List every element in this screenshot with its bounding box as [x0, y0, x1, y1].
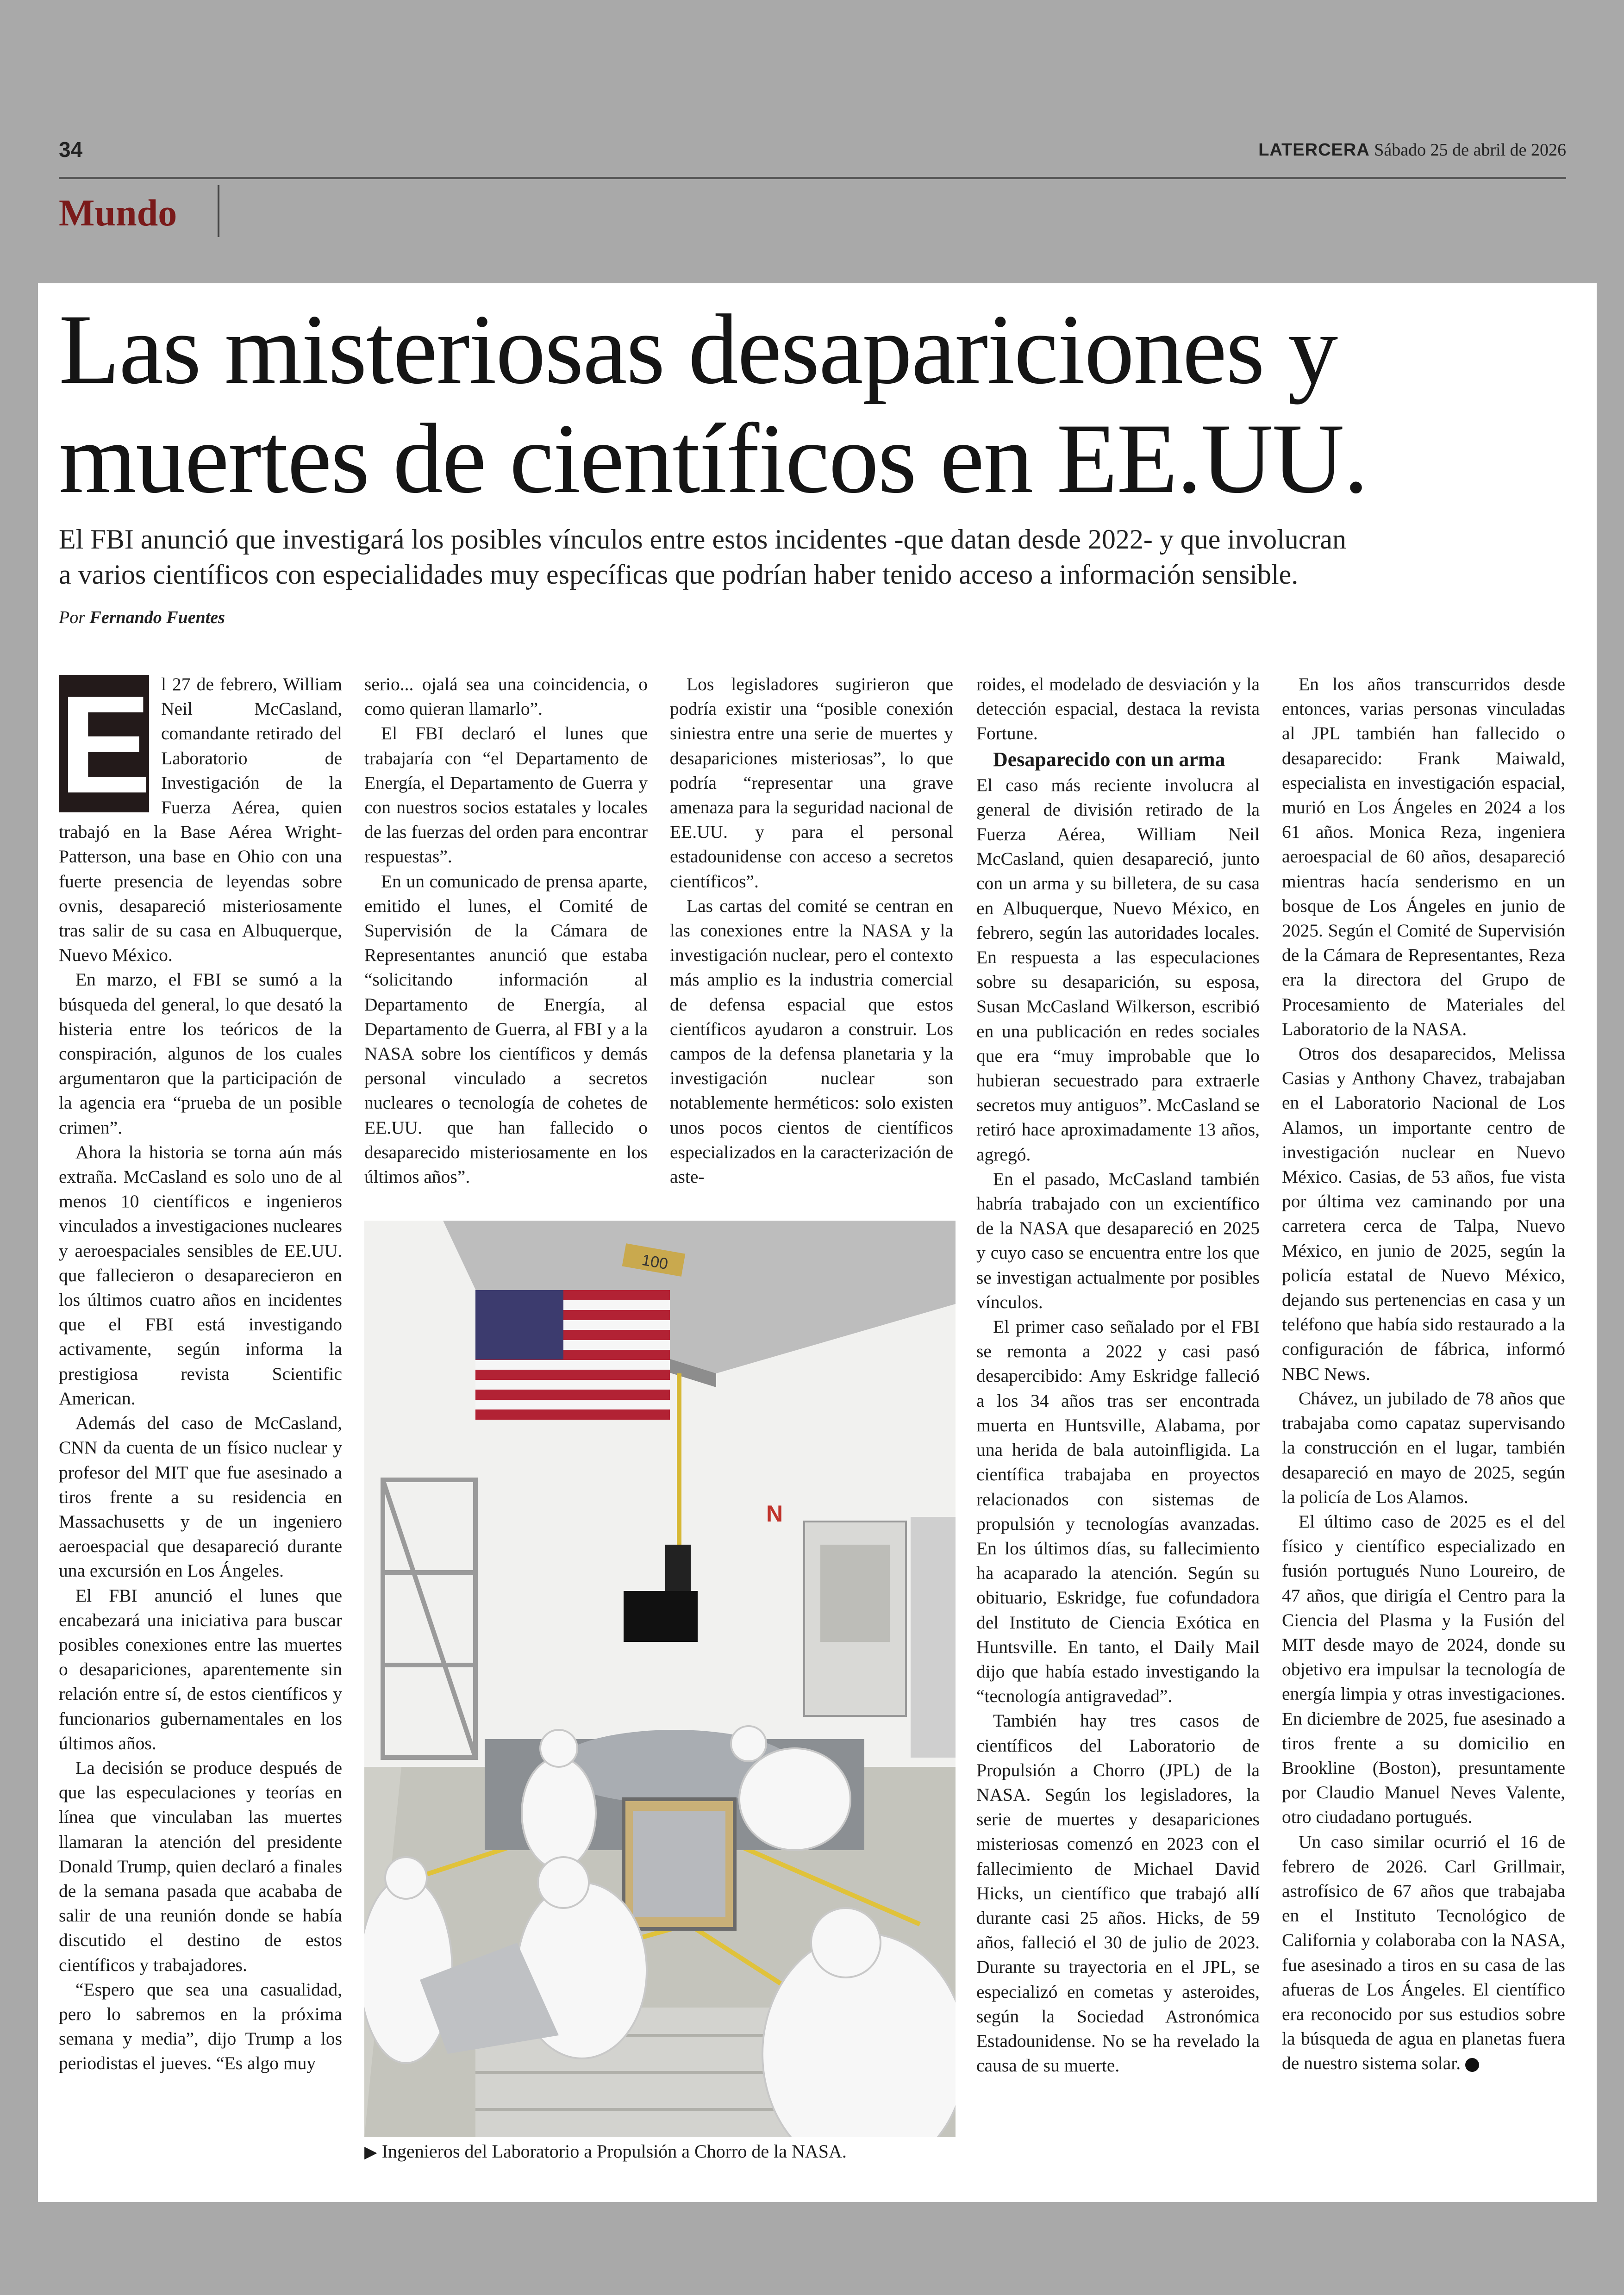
page-number: 34 — [59, 137, 83, 162]
paragraph: Los legisladores sugirieron que podría existir una “posible conexión siniestra entre una serie de muertes y desapariciones misteriosas”, lo que podría “representar una grave amenaza para la seguridad nacional de EE.UU. y para el personal estadounidense con acceso a secretos científicos”. — [670, 674, 953, 892]
paragraph: roides, el modelado de desviación y la detección espacial, destaca la revista Fortune. — [976, 674, 1260, 744]
photo-crane-label: 100 — [640, 1251, 669, 1273]
dateline — [1258, 140, 1566, 160]
paragraph: El FBI declaró el lunes que trabajaría con “el Departamento de Energía, el Departamento de Guerra y con nuestros socios estatales y locales de las fuerzas del orden para encontrar respuestas”. — [364, 723, 648, 867]
paragraph: En marzo, el FBI se sumó a la búsqueda del general, lo que desató la histeria entre los teóricos de la conspiración, algunos de los cuales argumentaron que la participación de la agencia era “prueba de un posible crimen”. — [59, 969, 342, 1138]
paragraph: En un comunicado de prensa aparte, emitido el lunes, el Comité de Supervisión de la Cámara de Representantes anunció que estaba “solicitando información al Departamento de Energía, al Departamento de Guerra, al FBI y a la NASA sobre los científicos y demás personal vinculado a secretos nucleares o tecnología de cohetes de EE.UU. que han fallecido o desaparecido misteriosamente en los últimos años”. — [364, 871, 648, 1187]
paragraph: La decisión se produce después de que las especulaciones y teorías en línea que vinculaban las muertes llamaran la atención del presidente Donald Trump, quien declaró a finales de la semana pasada que acababa de salir de una reunión donde se había discutido el destino de estos científicos y trabajadores. — [59, 1757, 342, 1975]
us-flag — [475, 1290, 670, 1420]
article-photo — [364, 1221, 956, 2137]
paragraph: El último caso de 2025 es el del físico y científico especializado en fusión portugués Nuno Loureiro, de 47 años, que dirigía el Centro para la Ciencia del Plasma y la Fusión del MIT desde mayo de 2024, donde su objetivo era impulsar la tecnología de energía limpia y otras investigaciones. En diciembre de 2025, fue asesinado a tiros frente a su domicilio en Brookline (Boston), presuntamente por Claudio Manuel Neves Valente, otro ciudadano portugués. — [1282, 1511, 1565, 1827]
paragraph: Las cartas del comité se centran en las conexiones entre la NASA y la investigación nuclear, pero el contexto más amplio es la industria comercial de defensa espacial que estos científicos ayudaron a construir. Los campos de la defensa planetaria y la investigación nuclear son notablemente herméticos: solo existen unos pocos cientos de científicos especializados en la caracterización de aste- — [670, 895, 953, 1187]
paragraph: En el pasado, McCasland también habría trabajado con un excientífico de la NASA que desapareció en 2025 y cuyo caso se encuentra entre los que se investigan actualmente por posibles vínculos. — [976, 1168, 1260, 1312]
paragraph: Además del caso de McCasland, CNN da cuenta de un físico nuclear y profesor del MIT que fue asesinado a tiros frente a su residencia en Massachusetts y de un ingeniero aeroespacial que desapareció durante una excursión en Los Ángeles. — [59, 1413, 342, 1581]
paragraph: También hay tres casos de científicos del Laboratorio de Propulsión a Chorro (JPL) de la NASA. Según los legisladores, la serie de muertes y desapariciones misteriosas comenzó en 2023 con el fallecimiento de Michael David Hicks, un científico que trabajó allí durante casi 25 años. Hicks, de 59 años, falleció el 30 de julio de 2023. Durante su trayectoria en el JPL, se especializó en cometas y asteroides, según la Sociedad Astronómica Estadounidense. No se ha revelado la causa de su muerte. — [976, 1710, 1260, 2076]
article-column-4 — [976, 672, 1260, 2078]
article-column-1 — [59, 667, 342, 2076]
paragraph: “Espero que sea una casualidad, pero lo sabremos en la próxima semana y media”, dijo Trump a los periodistas el jueves. “Es algo muy — [59, 1979, 342, 2074]
publication-date: Sábado 25 de abril de 2026 — [1374, 140, 1566, 160]
paragraph: El caso más reciente involucra al general de división retirado de la Fuerza Aérea, William Neil McCasland, quien desapareció, junto con un arma y su billetera, de su casa en Albuquerque, Nuevo México, en febrero, según las autoridades locales. En respuesta a las especulaciones sobre su desaparición, su esposa, Susan McCasland Wilkerson, escribió en una publicación en redes sociales que era “muy improbable que lo hubieran secuestrado para extraerle secretos muy antiguos”. McCasland se retiró hace aproximadamente 13 años, agregó. — [976, 774, 1260, 1165]
byline — [59, 607, 225, 628]
deck-line-2: a varios científicos con especialidades muy específicas que podrían haber tenido acceso a información sensible. — [59, 559, 1299, 590]
byline-author: Fernando Fuentes — [89, 608, 225, 627]
deck-line-1: El FBI anunció que investigará los posibles vínculos entre estos incidentes -que datan desde 2022- y que involucran — [59, 524, 1347, 555]
headline — [59, 295, 1587, 513]
photo-caption — [364, 2140, 847, 2162]
caption-arrow-icon: ▶ — [364, 2143, 377, 2161]
article-column-3 — [670, 672, 953, 1189]
article-column-5 — [1282, 672, 1565, 2076]
lab-photo-illustration — [364, 1221, 956, 2137]
end-mark — [1465, 2058, 1479, 2072]
paragraph: l 27 de febrero, William Neil McCasland, comandante retirado del Laboratorio de Investigación de la Fuerza Aérea, quien trabajó en la Base Aérea Wright-Patterson, una base en Ohio con una fuerte presencia de leyendas sobre ovnis, desapareció misteriosamente tras salir de su casa en Albuquerque, Nuevo México. — [59, 674, 342, 966]
paragraph: El primer caso señalado por el FBI se remonta a 2022 y casi pasó desapercibido: Amy Eskridge falleció a los 34 años tras ser encontrada muerta en Huntsville, Alabama, por una herida de bala autoinfligida. La científica trabajaba en proyectos relacionados con sistemas de propulsión y tecnologías avanzadas. En los últimos días, su fallecimiento ha acaparado la atención. Según su obituario, Eskridge, fue cofundadora del Instituto de Ciencia Exótica en Huntsville. En tanto, el Daily Mail dijo que había estado investigando la “tecnología antigravedad”. — [976, 1316, 1260, 1707]
photo-wall-sign: N — [766, 1501, 783, 1527]
paragraph: Ahora la historia se torna aún más extraña. McCasland es solo uno de al menos 10 científicos e ingenieros vinculados a investigaciones nucleares y aeroespaciales sensibles de EE.UU. que fallecieron o desaparecieron en los últimos cuatro años en incidentes que el FBI está investigando activamente, según informa la prestigiosa revista Scientific American. — [59, 1141, 342, 1409]
publication-brand: LATERCERA — [1258, 140, 1370, 160]
paragraph: Chávez, un jubilado de 78 años que trabajaba como capataz supervisando la construcción en el lugar, también desapareció en mayo de 2025, según la policía de Los Alamos. — [1282, 1388, 1565, 1507]
paragraph: En los años transcurridos desde entonces, varias personas vinculadas al JPL también han fallecido o desaparecido: Frank Maiwald, especialista en investigación espacial, murió en Los Ángeles en 2024 a los 61 años. Monica Reza, ingeniera aeroespacial de 60 años, desapareció mientras hacía senderismo en un bosque de Los Ángeles en junio de 2025. Según el Comité de Supervisión de la Cámara de Representantes, Reza era la directora del Grupo de Procesamiento de Materiales del Laboratorio de la NASA. — [1282, 674, 1565, 1039]
byline-prefix: Por — [59, 608, 85, 627]
subhead: Desaparecido con un arma — [993, 748, 1225, 771]
caption-text: Ingenieros del Laboratorio a Propulsión a Chorro de la NASA. — [381, 2141, 847, 2162]
headline-line-1: Las misteriosas desapariciones y — [59, 294, 1337, 405]
page-header — [59, 135, 1566, 179]
paragraph-text: Un caso similar ocurrió el 16 de febrero de 2026. Carl Grillmair, astrofísico de 67 años que trabajaba en el Instituto Tecnológico de California y colaboraba con la NASA, fue asesinado a tiros en su casa de las afueras de Los Ángeles. El científico era reconocido por sus estudios sobre la búsqueda de agua en planetas fuera de nuestro sistema solar. — [1282, 1831, 1565, 2074]
headline-line-2: muertes de científicos en EE.UU. — [59, 403, 1368, 514]
section-title: Mundo — [59, 185, 219, 237]
drop-cap: E — [59, 667, 152, 822]
paragraph: Otros dos desaparecidos, Melissa Casias y Anthony Chavez, trabajaban en el Laboratorio Nacional de Los Alamos, un importante centro de investigación nuclear en Nuevo México. Casias, de 53 años, fue vista por última vez caminando por una carretera cerca de Talpa, Nuevo México, en junio de 2025, según la policía estatal de Nuevo México, dejando sus pertenencias en casa y un teléfono que había sido restaurado a la configuración de fábrica, informó NBC News. — [1282, 1043, 1565, 1384]
article-column-2 — [364, 672, 648, 1189]
paragraph — [1282, 1830, 1565, 2076]
deck — [59, 522, 1582, 592]
paragraph: El FBI anunció el lunes que encabezará una iniciativa para buscar posibles conexiones entre las muertes o desapariciones, aparentemente sin relación entre sí, de estos científicos y funcionarios gubernamentales en los últimos años. — [59, 1585, 342, 1753]
article-sheet — [38, 283, 1597, 2202]
paragraph: serio... ojalá sea una coincidencia, o como quieran llamarlo”. — [364, 674, 648, 719]
